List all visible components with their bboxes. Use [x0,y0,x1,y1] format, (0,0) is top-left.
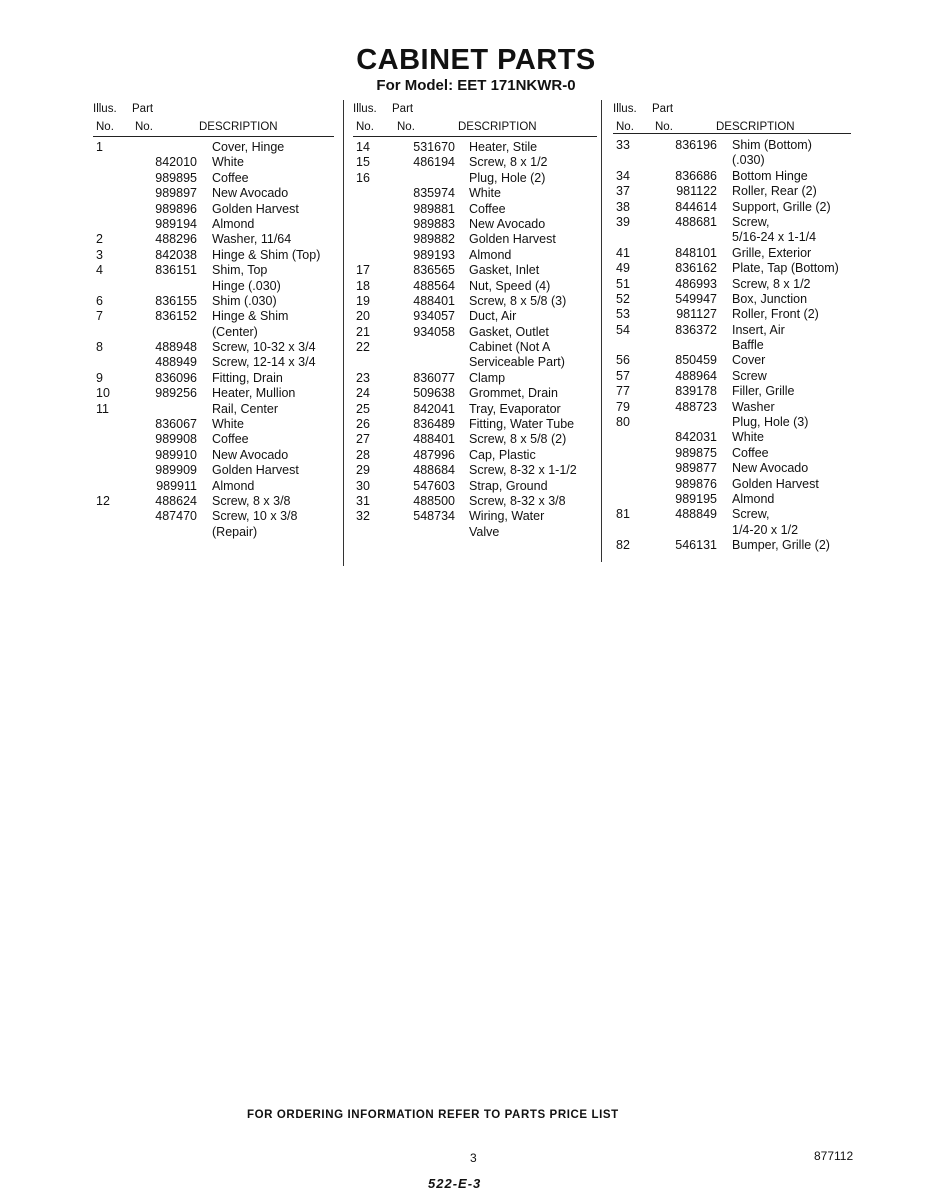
part-description: Screw, 8-32 x 1-1/2 [469,463,577,478]
part-description: Almond [212,478,255,493]
part-number: 836155 [155,293,197,308]
part-number: 488296 [155,232,197,247]
part-description: Hinge & Shim (Top) [212,247,321,262]
illus-number: 81 [616,507,630,522]
part-description: Hinge (.030) [212,278,281,293]
illus-number: 6 [96,293,103,308]
part-description: New Avocado [212,186,289,201]
part-description: Screw, 12-14 x 3/4 [212,355,316,370]
illus-number: 3 [96,247,103,262]
part-number: 989897 [155,186,197,201]
part-number: 547603 [413,478,455,493]
part-description: 1/4-20 x 1/2 [732,522,799,537]
part-number: 844614 [675,199,717,214]
part-number: 488401 [413,432,455,447]
part-description: Screw, 8 x 3/8 [212,493,291,508]
header-part-no: No. [135,121,153,133]
part-number: 488681 [675,214,717,229]
part-description: 5/16-24 x 1-1/4 [732,230,817,245]
part-description: Duct, Air [469,309,517,324]
part-description: Coffee [469,201,506,216]
part-description: Golden Harvest [732,476,819,491]
illus-number: 10 [96,386,110,401]
handwritten-code: 522-E-3 [428,1176,482,1191]
part-number: 836096 [155,370,197,385]
part-number: 989193 [413,247,455,262]
illus-number: 54 [616,322,630,337]
part-number: 989195 [675,491,717,506]
part-description: (.030) [732,153,765,168]
part-number: 488949 [155,355,197,370]
part-number: 989896 [155,201,197,216]
illus-number: 12 [96,493,110,508]
part-description: Shim (.030) [212,293,277,308]
part-description: Valve [469,524,500,539]
part-description: Fitting, Water Tube [469,417,575,432]
part-number: 989881 [413,201,455,216]
illus-number: 2 [96,232,103,247]
illus-number: 4 [96,263,103,278]
part-description: Clamp [469,370,506,385]
illus-number: 30 [356,478,370,493]
illus-number: 8 [96,340,103,355]
header-illus: Illus. [353,103,377,115]
part-number: 836372 [675,322,717,337]
header-illus: Illus. [93,103,117,115]
header-part-no: No. [397,121,415,133]
illus-number: 18 [356,278,370,293]
illus-number: 77 [616,384,630,399]
illus-number: 52 [616,291,630,306]
illus-number: 24 [356,386,370,401]
part-number: 989909 [155,463,197,478]
part-number: 989875 [675,445,717,460]
part-number: 488849 [675,507,717,522]
part-description: New Avocado [732,461,809,476]
part-number: 488624 [155,493,197,508]
part-description: Plate, Tap (Bottom) [732,261,839,276]
illus-number: 82 [616,538,630,553]
part-description: White [732,430,764,445]
part-description: Screw, [732,214,770,229]
header-description: DESCRIPTION [716,121,795,133]
header-description: DESCRIPTION [199,121,278,133]
illus-number: 26 [356,417,370,432]
part-description: Roller, Rear (2) [732,184,817,199]
illus-number: 34 [616,168,630,183]
header-illus: Illus. [613,103,637,115]
part-description: Heater, Stile [469,140,538,154]
part-number: 989882 [413,232,455,247]
part-number: 981122 [676,184,717,199]
part-description: Support, Grille (2) [732,199,831,214]
illus-number: 33 [616,138,630,152]
part-description: Golden Harvest [469,232,556,247]
part-number: 488500 [413,493,455,508]
illus-number: 14 [356,140,370,154]
part-number: 989876 [675,476,717,491]
part-number: 850459 [675,353,717,368]
part-number: 835974 [413,186,455,201]
part-description: Golden Harvest [212,463,299,478]
page-number: 3 [470,1151,477,1165]
part-description: Filler, Grille [732,384,795,399]
part-number: 531670 [413,140,455,154]
illus-number: 9 [96,370,103,385]
part-description: Plug, Hole (2) [469,170,546,185]
part-description: New Avocado [212,447,289,462]
part-number: 488401 [413,293,455,308]
header-description: DESCRIPTION [458,121,537,133]
part-description: Grommet, Drain [469,386,558,401]
part-description: Gasket, Inlet [469,263,540,278]
illus-number: 31 [356,493,370,508]
part-number: 836489 [413,417,455,432]
illus-number: 32 [356,509,370,524]
illus-number: 7 [96,309,103,324]
part-description: (Center) [212,324,258,339]
part-description: Strap, Ground [469,478,548,493]
illus-number: 16 [356,170,370,185]
part-number: 488723 [675,399,717,414]
part-number: 487470 [155,509,197,524]
part-number: 989911 [156,478,197,493]
part-description: Coffee [212,170,249,185]
header-part: Part [392,103,414,115]
part-number: 989256 [155,386,197,401]
column-divider [601,100,602,562]
illus-number: 28 [356,447,370,462]
part-number: 989194 [155,216,197,231]
part-number: 488684 [413,463,455,478]
part-description: Washer, 11/64 [212,232,292,247]
part-number: 989877 [675,461,717,476]
part-description: (Repair) [212,524,258,539]
part-description: Bumper, Grille (2) [732,538,830,553]
part-number: 836067 [155,417,197,432]
header-illus-no: No. [356,121,374,133]
illus-number: 41 [616,245,630,260]
illus-number: 25 [356,401,370,416]
header-rule [353,136,597,137]
header-part-no: No. [655,121,673,133]
part-description: Washer [732,399,775,414]
illus-number: 39 [616,214,630,229]
header-illus-no: No. [96,121,114,133]
part-description: Bottom Hinge [732,168,808,183]
model-subtitle: For Model: EET 171NKWR-0 [376,77,576,94]
part-number: 848101 [675,245,717,260]
header-rule [613,133,851,134]
part-number: 934058 [413,324,455,339]
part-number: 989883 [413,216,455,231]
illus-number: 27 [356,432,370,447]
part-description: Fitting, Drain [212,370,283,385]
part-description: Cap, Plastic [469,447,536,462]
part-number: 488964 [675,368,717,383]
part-description: Cover, Hinge [212,140,285,154]
part-description: Baffle [732,338,764,353]
part-description: Insert, Air [732,322,785,337]
part-description: Roller, Front (2) [732,307,819,322]
part-description: Screw, 10-32 x 3/4 [212,340,316,355]
illus-number: 21 [356,324,370,339]
part-description: Screw, 8 x 1/2 [732,276,811,291]
part-number: 486194 [413,155,455,170]
document-number: 877112 [814,1149,854,1163]
part-description: White [469,186,501,201]
column-divider [343,100,344,566]
illus-number: 51 [616,276,630,291]
part-number: 836196 [675,138,717,152]
part-number: 842010 [155,155,197,170]
header-rule [93,136,334,137]
header-part: Part [132,103,154,115]
illus-number: 20 [356,309,370,324]
header-illus-no: No. [616,121,634,133]
part-number: 546131 [675,538,717,553]
part-description: Heater, Mullion [212,386,296,401]
part-description: Gasket, Outlet [469,324,549,339]
part-number: 836151 [155,263,197,278]
part-number: 989908 [155,432,197,447]
part-description: Cabinet (Not A [469,340,551,355]
illus-number: 19 [356,293,370,308]
illus-number: 57 [616,368,630,383]
part-number: 548734 [413,509,455,524]
part-description: Screw, 10 x 3/8 [212,509,298,524]
part-number: 836162 [675,261,717,276]
part-description: Cover [732,353,766,368]
part-description: Almond [732,491,775,506]
part-description: Screw, 8 x 5/8 (3) [469,293,567,308]
illus-number: 56 [616,353,630,368]
part-description: White [212,417,244,432]
page-title: CABINET PARTS [356,44,596,76]
part-number: 842041 [413,401,455,416]
illus-number: 38 [616,199,630,214]
illus-number: 11 [96,401,109,416]
part-description: Tray, Evaporator [469,401,561,416]
part-description: Screw, 8-32 x 3/8 [469,493,566,508]
illus-number: 49 [616,261,630,276]
ordering-note: FOR ORDERING INFORMATION REFER TO PARTS PRICE LIST [247,1109,619,1121]
part-description: Screw, 8 x 5/8 (2) [469,432,567,447]
part-number: 509638 [413,386,455,401]
part-number: 487996 [413,447,455,462]
part-description: Almond [469,247,512,262]
illus-number: 15 [356,155,370,170]
part-number: 488948 [155,340,197,355]
part-description: Screw [732,368,767,383]
part-number: 981127 [676,307,717,322]
part-number: 836152 [155,309,197,324]
part-description: Box, Junction [732,291,808,306]
part-description: White [212,155,244,170]
part-number: 934057 [413,309,455,324]
part-description: Screw, 8 x 1/2 [469,155,548,170]
part-number: 989910 [155,447,197,462]
illus-number: 53 [616,307,630,322]
part-number: 488564 [413,278,455,293]
illus-number: 23 [356,370,370,385]
part-number: 842038 [155,247,197,262]
illus-number: 79 [616,399,630,414]
part-description: Shim, Top [212,263,268,278]
part-description: Golden Harvest [212,201,299,216]
part-description: Grille, Exterior [732,245,812,260]
part-description: Shim (Bottom) [732,138,812,152]
part-number: 836565 [413,263,455,278]
header-part: Part [652,103,674,115]
part-description: Screw, [732,507,770,522]
illus-number: 80 [616,415,630,430]
part-description: New Avocado [469,216,546,231]
illus-number: 29 [356,463,370,478]
part-description: Coffee [732,445,769,460]
illus-number: 37 [616,184,630,199]
illus-number: 1 [96,140,103,154]
illus-number: 17 [356,263,370,278]
part-description: Wiring, Water [469,509,545,524]
part-description: Coffee [212,432,249,447]
part-number: 839178 [675,384,717,399]
part-number: 842031 [675,430,717,445]
part-number: 836077 [413,370,455,385]
part-number: 486993 [675,276,717,291]
part-description: Rail, Center [212,401,278,416]
part-description: Plug, Hole (3) [732,415,809,430]
part-description: Nut, Speed (4) [469,278,551,293]
part-number: 836686 [675,168,717,183]
illus-number: 22 [356,340,370,355]
part-number: 549947 [675,291,717,306]
part-description: Almond [212,216,255,231]
part-description: Serviceable Part) [469,355,565,370]
part-description: Hinge & Shim [212,309,289,324]
part-number: 989895 [155,170,197,185]
